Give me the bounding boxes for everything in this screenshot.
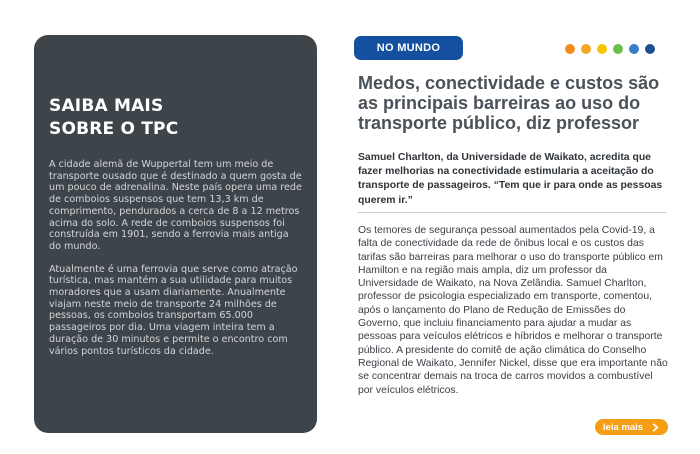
article-headline xyxy=(358,73,668,133)
sidebar-title-line-1: SAIBA MAIS xyxy=(49,96,164,116)
read-more-button[interactable] xyxy=(595,419,668,435)
dot-orange xyxy=(565,44,575,54)
dot-yellow xyxy=(597,44,607,54)
article-lead: Samuel Charlton, da Universidade de Waikato, acredita que fazer melhorias na conectividade estimularia a aceitação do transporte de passageiros. “Tem que ir para onde as pessoas querem ir.” xyxy=(358,152,663,206)
dot-light-orange xyxy=(581,44,591,54)
chevron-right-icon xyxy=(651,423,660,432)
headline-line: as principais barreiras ao uso do xyxy=(358,93,641,113)
divider xyxy=(358,212,666,213)
article-body: Os temores de segurança pessoal aumentados pela Covid-19, a falta de conectividade da rede de ônibus local e os custos das tarifas são barreiras para melhorar o uso do transporte público em Hamilton e na região mais ampla, diz um professor da Universidade de Waikato, na Nova Zelândia. Samuel Charlton, professor de psicologia especializado em transporte, comentou, após o lançamento do Plano de Redução de Emissões do Governo, que incluiu financiamento para ajudar a mudar as pessoas para veículos elétricos e híbridos e melhorar o transporte público. A presidente do comitê de ação climática do Conselho Regional de Waikato, Jennifer Nickel, disse que era importante não se concentrar demais na troca de carros movidos a combustível por veículos elétricos. xyxy=(358,225,668,396)
headline-line: transporte público, diz professor xyxy=(358,113,640,133)
sidebar-title xyxy=(49,95,303,141)
dot-dark-blue xyxy=(645,44,655,54)
sidebar-paragraph: A cidade alemã de Wuppertal tem um meio de transporte ousado que é destinado a quem gosta de um pouco de adrenalina. Neste país opera uma rede de comboios suspensos que tem 13,3 km de comprimento, pendurados a cerca de 8 a 12 metros acima do solo. A rede de comboios suspensos foi construída em 1901, sendo a ferrovia mais antiga do mundo. xyxy=(49,159,302,252)
sidebar-title-line-2: SOBRE O TPC xyxy=(49,119,179,139)
dot-blue xyxy=(629,44,639,54)
sidebar-paragraph: Atualmente é uma ferrovia que serve como atração turística, mas mantém a sua utilidade para muitos moradores que a usam diariamente. Anualmente viajam neste meio de transporte 24 milhões de pessoas, os comboios transportam 65.000 passageiros por dia. Uma viagem inteira tem a duração de 30 minutos e permite o encontro com vários pontos turísticos da cidade. xyxy=(49,263,298,357)
info-sidebar-card xyxy=(34,35,317,433)
headline-line: Medos, conectividade e custos são xyxy=(358,73,660,93)
category-tag[interactable]: NO MUNDO xyxy=(354,36,463,60)
decorative-dots xyxy=(565,44,655,54)
read-more-label: leia mais xyxy=(602,421,644,433)
dot-green xyxy=(613,44,623,54)
